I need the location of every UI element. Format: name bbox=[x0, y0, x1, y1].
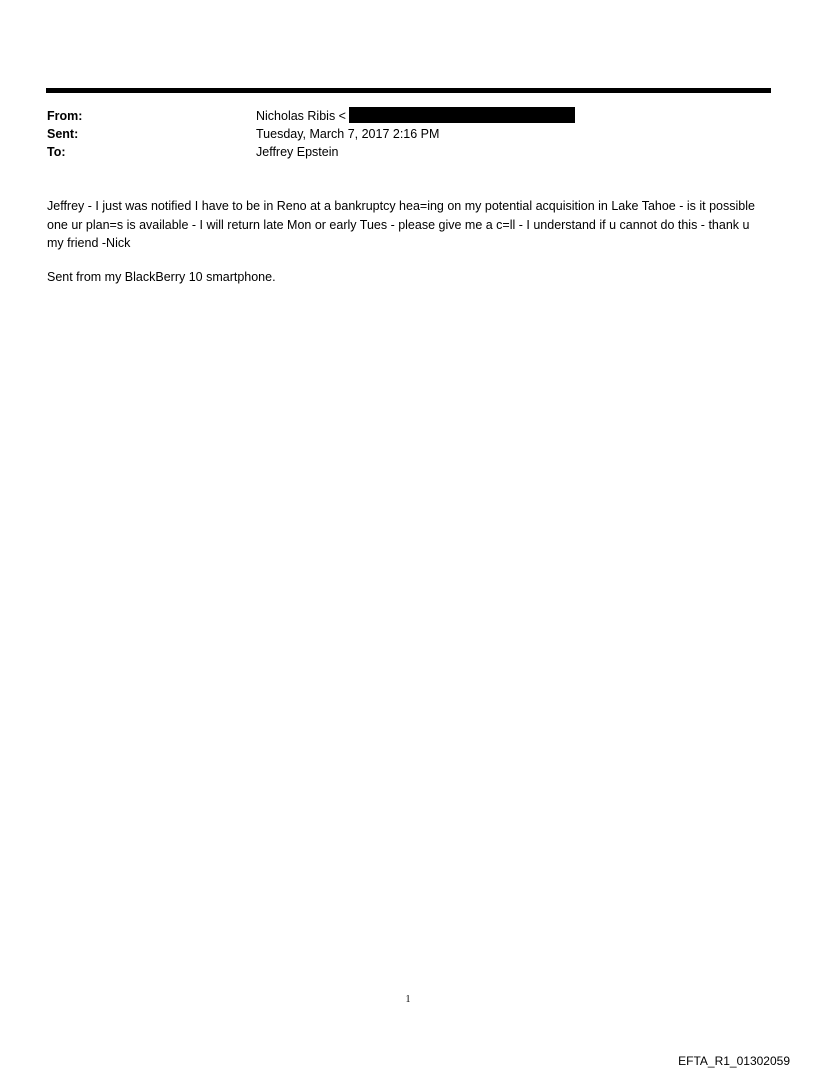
sent-label: Sent: bbox=[47, 127, 79, 141]
from-row bbox=[47, 107, 767, 125]
from-value bbox=[256, 107, 575, 125]
email-body: Jeffrey - I just was notified I have to be in Reno at a bankruptcy hea=ing on my potential acquisition in Lake Tahoe - is it possible one ur plan=s is available - I will return late Mon or early Tues - please give me a c=ll - I understand if u cannot do this - thank u my friend -Nick bbox=[47, 199, 755, 250]
from-name: Nicholas Ribis < bbox=[256, 109, 346, 123]
page-number: 1 bbox=[405, 994, 411, 1005]
from-label: From: bbox=[47, 109, 83, 123]
bates-number: EFTA_R1_01302059 bbox=[678, 1054, 790, 1068]
sent-value: Tuesday, March 7, 2017 2:16 PM bbox=[256, 127, 440, 141]
redaction-box bbox=[349, 107, 575, 123]
to-value: Jeffrey Epstein bbox=[256, 145, 339, 159]
to-row bbox=[47, 143, 767, 161]
email-signature: Sent from my BlackBerry 10 smartphone. bbox=[47, 270, 276, 284]
header-divider-rule bbox=[46, 88, 771, 93]
email-header bbox=[47, 107, 767, 161]
to-label: To: bbox=[47, 145, 66, 159]
sent-row bbox=[47, 125, 767, 143]
